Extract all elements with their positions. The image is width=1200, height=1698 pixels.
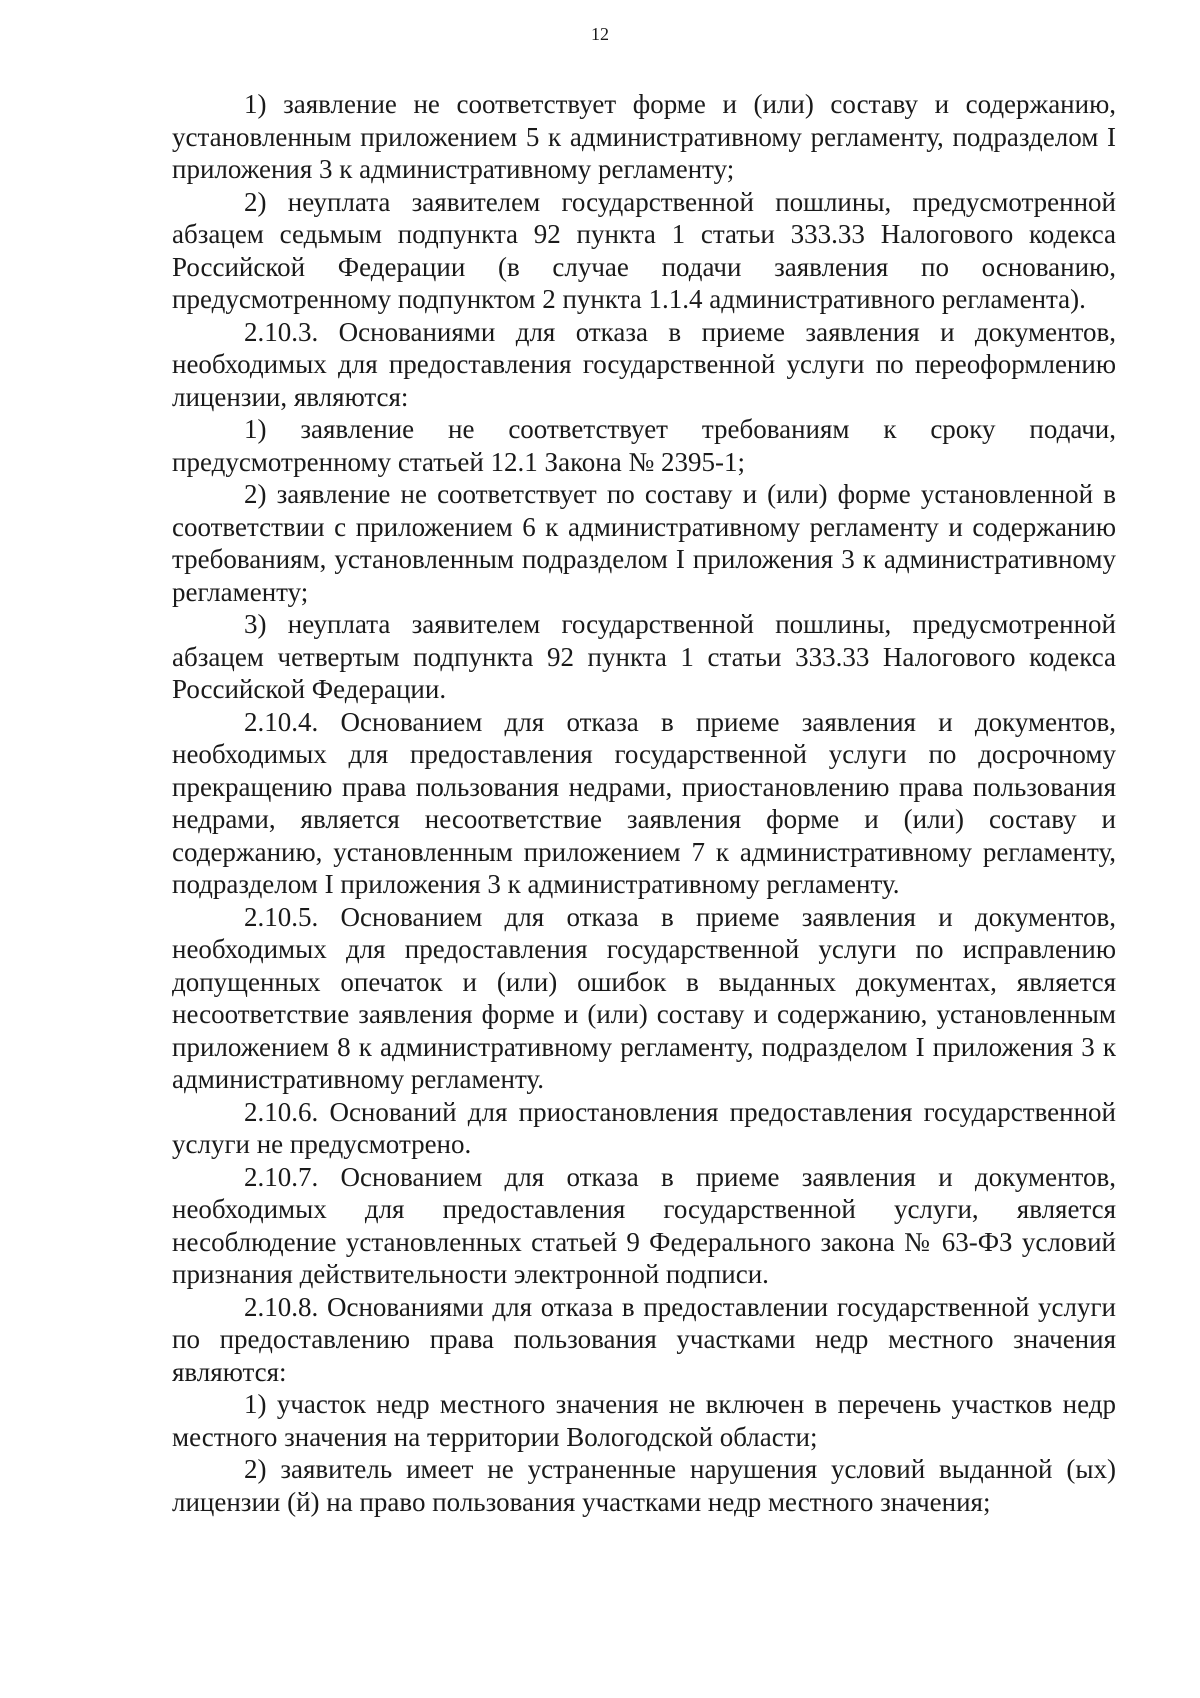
paragraph: 2.10.7. Основанием для отказа в приеме заявления и документов, необходимых для предоставления государственной услуги, является несоблюдение установленных статьей 9 Федерального закона № 63-ФЗ условий признания действительности электронной подписи. [172, 1161, 1116, 1289]
paragraph: 2) заявитель имеет не устраненные нарушения условий выданной (ых) лицензии (й) на право пользования участками недр местного значения; [172, 1454, 1116, 1517]
paragraph: 2.10.6. Оснований для приостановления предоставления государственной услуги не предусмотрено. [172, 1096, 1116, 1159]
paragraph: 2.10.5. Основанием для отказа в приеме заявления и документов, необходимых для предоставления государственной услуги по исправлению допущенных опечаток и (или) ошибок в выданных документах, является несоответствие заявления форме и (или) составу и содержанию, установленным приложением 8 к административному регламенту, подразделом I приложения 3 к административному регламенту. [172, 901, 1116, 1094]
paragraph: 2.10.4. Основанием для отказа в приеме заявления и документов, необходимых для предоставления государственной услуги по досрочному прекращению права пользования недрами, приостановлению права пользования недрами, является несоответствие заявления форме и (или) составу и содержанию, установленным приложением 7 к административному регламенту, подразделом I приложения 3 к административному регламенту. [172, 706, 1116, 899]
paragraph: 1) участок недр местного значения не включен в перечень участков недр местного значения на территории Вологодской области; [172, 1389, 1116, 1452]
document-body [172, 88, 1116, 1518]
paragraph: 1) заявление не соответствует форме и (или) составу и содержанию, установленным приложением 5 к административному регламенту, подразделом I приложения 3 к административному регламенту; [172, 89, 1116, 184]
page-number: 12 [591, 24, 609, 44]
paragraph: 2.10.3. Основаниями для отказа в приеме заявления и документов, необходимых для предоставления государственной услуги по переоформлению лицензии, являются: [172, 316, 1116, 412]
paragraph: 2.10.8. Основаниями для отказа в предоставлении государственной услуги по предоставлению права пользования участками недр местного значения являются: [172, 1291, 1116, 1387]
paragraph: 1) заявление не соответствует требованиям к сроку подачи, предусмотренному статьей 12.1 Закона № 2395-1; [172, 414, 1116, 477]
paragraph: 2) неуплата заявителем государственной пошлины, предусмотренной абзацем седьмым подпункта 92 пункта 1 статьи 333.33 Налогового кодекса Российской Федерации (в случае подачи заявления по основанию, предусмотренному подпунктом 2 пункта 1.1.4 административного регламента). [172, 186, 1116, 314]
paragraph: 2) заявление не соответствует по составу и (или) форме установленной в соответствии с приложением 6 к административному регламенту и содержанию требованиям, установленным подразделом I приложения 3 к административному регламенту; [172, 479, 1116, 607]
paragraph: 3) неуплата заявителем государственной пошлины, предусмотренной абзацем четвертым подпункта 92 пункта 1 статьи 333.33 Налогового кодекса Российской Федерации. [172, 609, 1116, 704]
